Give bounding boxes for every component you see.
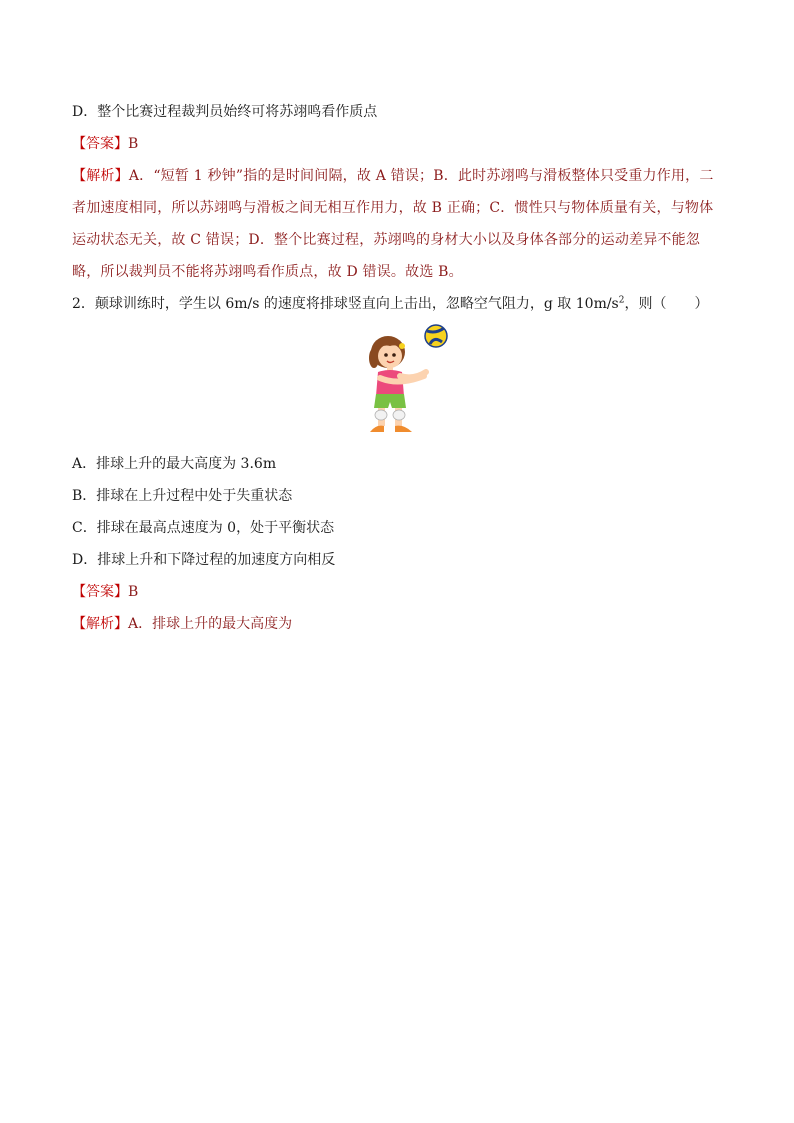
- q2-option-c: C．排球在最高点速度为 0，处于平衡状态: [72, 520, 335, 536]
- answer-value: B: [128, 584, 139, 600]
- analysis-tag: 【解析】: [72, 168, 129, 184]
- q1-analysis: [72, 160, 724, 288]
- q2-stem: [72, 288, 724, 320]
- analysis-text: A．排球上升的最大高度为: [128, 616, 293, 632]
- answer-tag: 【答案】: [72, 136, 128, 152]
- q1-option-d: D．整个比赛过程裁判员始终可将苏翊鸣看作质点: [72, 104, 378, 120]
- answer-value: B: [128, 136, 139, 152]
- q2-stem-superscript: 2: [618, 295, 625, 306]
- q2-answer: [72, 576, 724, 608]
- volleyball-player-image: [350, 322, 450, 442]
- analysis-tag: 【解析】: [72, 616, 128, 632]
- q2-option-a: A．排球上升的最大高度为 3.6m: [72, 456, 277, 472]
- q2-option-b: B．排球在上升过程中处于失重状态: [72, 488, 293, 504]
- analysis-text: A．“短暂 1 秒钟”指的是时间间隔，故 A 错误；B．此时苏翊鸣与滑板整体只受重力作用，二者加速度相同，所以苏翊鸣与滑板之间无相互作用力，故 B 正确；C．惯性只与物体质量有关，与物体运动状态无关，故 C 错误；D．整个比赛过程，苏翊鸣的身材大小以及身体各部分的运动差异不能忽略，所以裁判员不能将苏翊鸣看作质点，故 D 错误。故选 B。: [72, 168, 714, 280]
- q2-stem-tail: ，则（ ）: [624, 296, 709, 312]
- volleyball-girl-illustration: [350, 322, 724, 446]
- q1-answer: [72, 128, 724, 160]
- q2-analysis: [72, 608, 724, 640]
- q2-option-d: D．排球上升和下降过程的加速度方向相反: [72, 552, 336, 568]
- volleyball-icon: [425, 325, 447, 347]
- answer-tag: 【答案】: [72, 584, 128, 600]
- q2-stem-text: 2．颠球训练时，学生以 6m/s 的速度将排球竖直向上击出，忽略空气阻力，g 取 10m/s: [72, 296, 619, 312]
- document-page: [72, 96, 724, 640]
